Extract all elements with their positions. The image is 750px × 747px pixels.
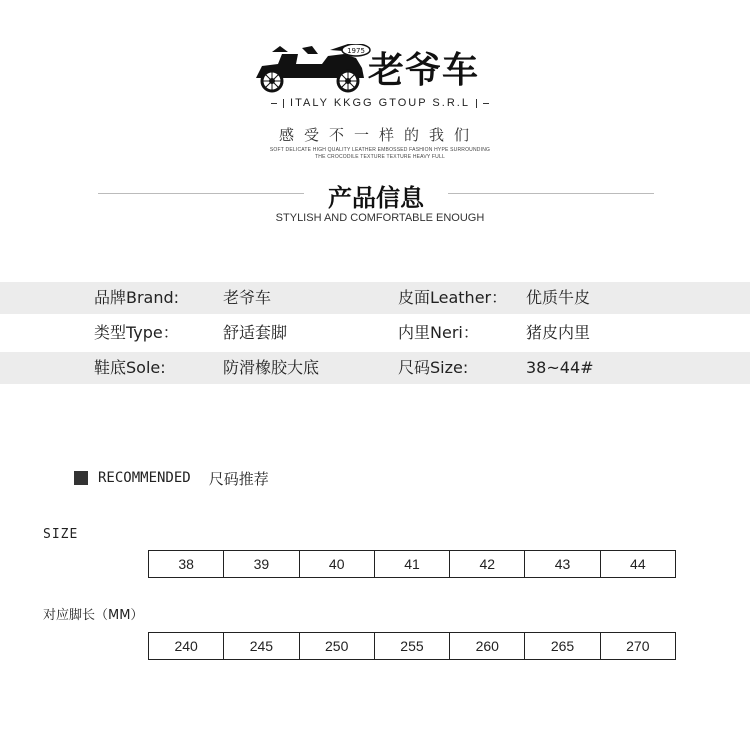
info-value: 猪皮内里: [526, 323, 591, 342]
info-label: 类型Type：: [94, 323, 179, 342]
fine-print-1: SOFT DELICATE HIGH QUALITY LEATHER EMBOSSED FASHION HYPE SURROUNDING: [269, 147, 491, 153]
brand-name: 老爷车: [368, 49, 480, 91]
section-title: 产品信息: [328, 184, 424, 212]
info-label: 品牌Brand:: [94, 288, 180, 307]
info-value: 38~44#: [526, 358, 594, 377]
info-row: [0, 352, 750, 384]
recommended-en: RECOMMENDED: [98, 470, 191, 486]
section-subtitle: STYLISH AND COMFORTABLE ENOUGH: [275, 212, 485, 224]
recommended-heading: [74, 468, 269, 488]
info-value: 老爷车: [223, 288, 272, 307]
brand-subtitle: [262, 96, 498, 110]
info-value: 防滑橡胶大底: [223, 358, 320, 377]
dash-left: [271, 103, 277, 104]
info-value: 舒适套脚: [223, 323, 288, 342]
length-cell: 255: [374, 633, 449, 659]
bar-left: [283, 99, 284, 108]
bar-right: [476, 99, 477, 108]
divider-left: [98, 193, 304, 194]
fine-print-2: THE CROCODILE TEXTURE TEXTURE HEAVY FULL: [315, 154, 445, 160]
size-cell: 38: [178, 556, 194, 572]
size-cell: 41: [374, 551, 449, 577]
length-cell: 270: [600, 633, 675, 659]
recommended-cn: 尺码推荐: [208, 469, 269, 488]
size-table: [148, 550, 676, 578]
info-label: 鞋底Sole:: [94, 358, 166, 377]
info-label: 尺码Size:: [398, 358, 469, 377]
foot-length-label: 对应脚长（MM）: [43, 608, 144, 623]
info-row: [0, 317, 750, 349]
size-cell: 42: [449, 551, 524, 577]
brand-subtitle-text: ITALY KKGG GTOUP S.R.L: [290, 97, 470, 109]
length-cell: 265: [524, 633, 599, 659]
logo-badge-text: 1975: [347, 47, 365, 55]
info-label: 内里Neri：: [398, 323, 479, 342]
info-value: 优质牛皮: [526, 288, 591, 307]
length-cell: 245: [223, 633, 298, 659]
length-cell: 250: [299, 633, 374, 659]
size-cell: 39: [223, 551, 298, 577]
length-cell: 240: [174, 638, 198, 654]
slogan: 感受不一样的我们: [278, 126, 479, 144]
divider-right: [448, 193, 654, 194]
info-row: [0, 282, 750, 314]
square-bullet-icon: [74, 471, 88, 485]
size-cell: 44: [600, 551, 675, 577]
size-cell: 43: [524, 551, 599, 577]
dash-right: [483, 103, 489, 104]
size-cell: 40: [299, 551, 374, 577]
info-label: 皮面Leather：: [398, 288, 508, 307]
size-label: SIZE: [43, 527, 79, 542]
length-cell: 260: [449, 633, 524, 659]
foot-length-table: [148, 632, 676, 660]
